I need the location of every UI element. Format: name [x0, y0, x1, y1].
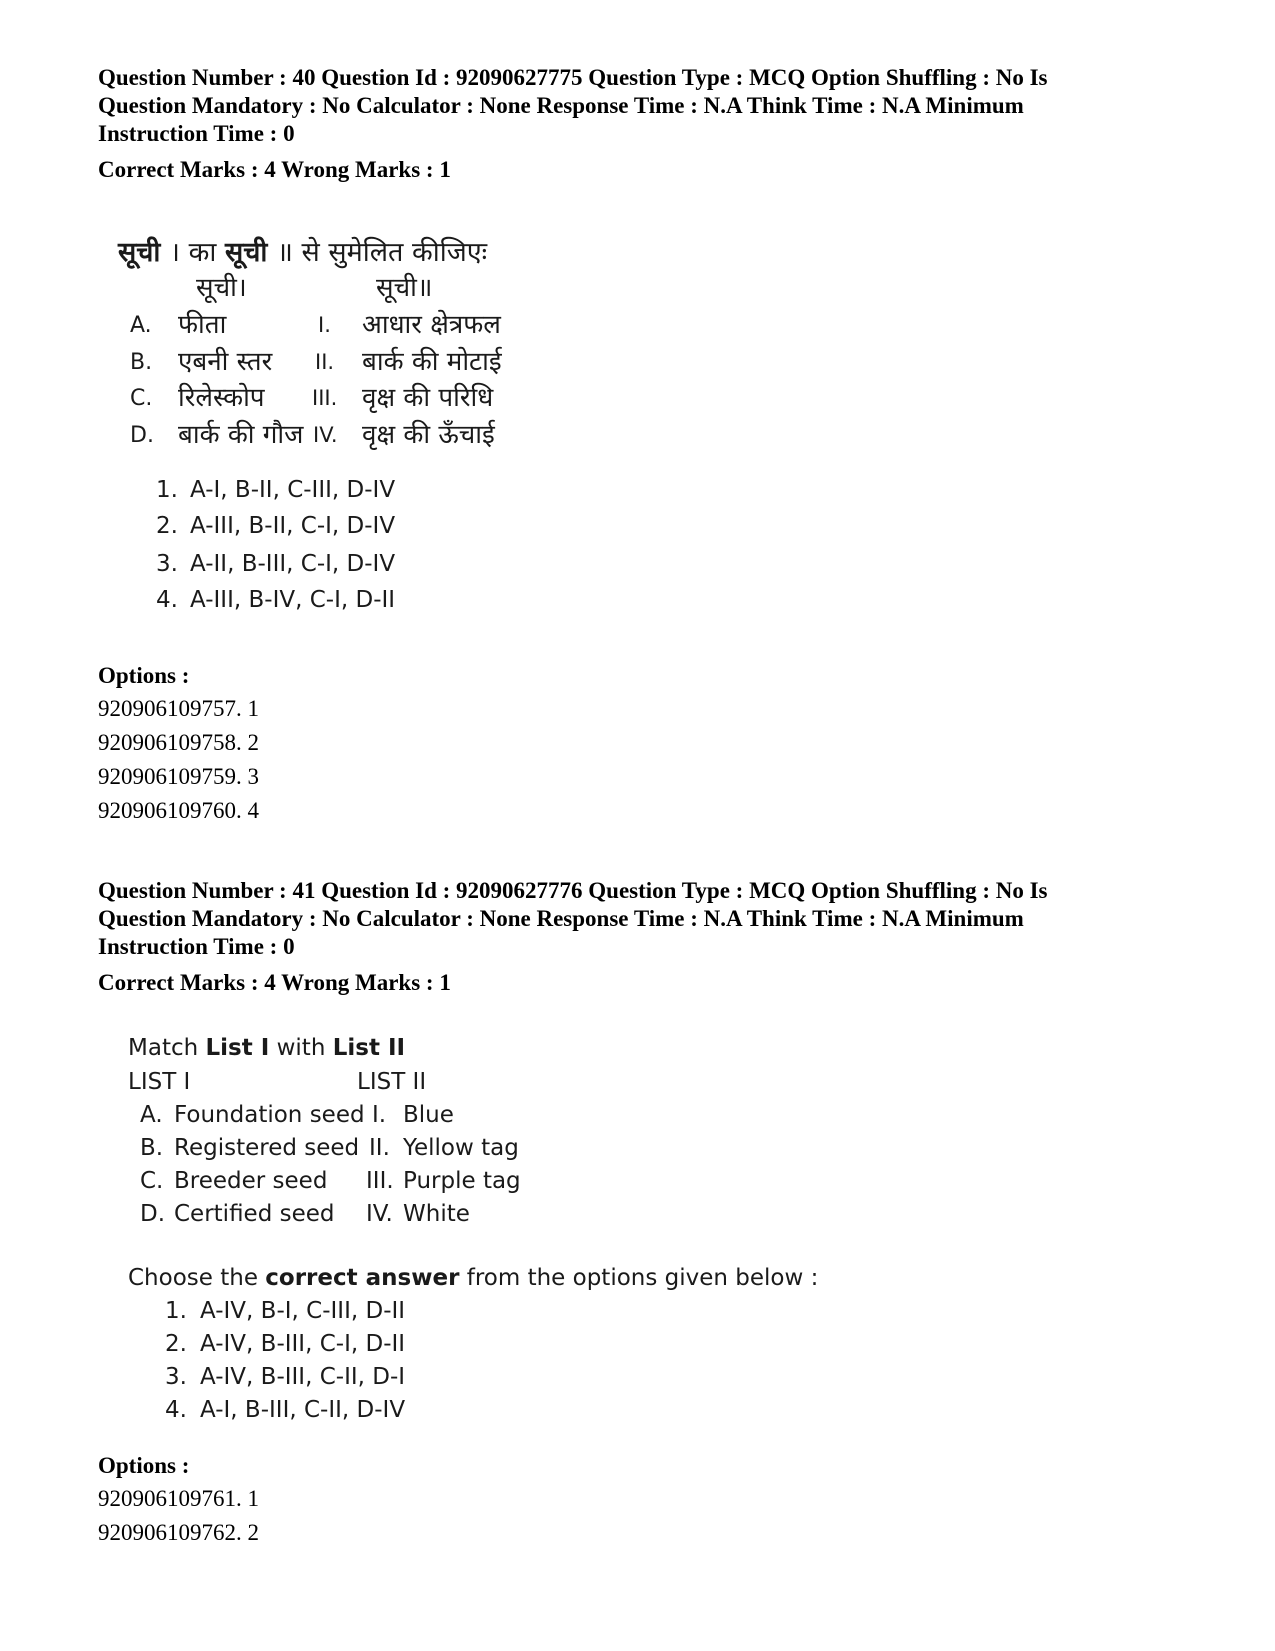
- row-letter: B.: [140, 1135, 164, 1161]
- option-item: 920906109759. 3: [98, 764, 259, 789]
- choice-text: A-III, B-IV, C-I, D-II: [190, 587, 396, 613]
- choice-text: A-IV, B-III, C-II, D-I: [200, 1364, 406, 1390]
- option-item: 920906109760. 4: [98, 798, 259, 823]
- row-letter: A.: [140, 1102, 163, 1128]
- list-2-item: Purple tag: [403, 1168, 521, 1194]
- list-2-header: LIST II: [357, 1069, 427, 1095]
- match-instruction: Match List I with List II: [128, 1035, 406, 1061]
- list-2-item: Blue: [403, 1102, 454, 1128]
- choice-number: 3.: [165, 1364, 187, 1390]
- choice-text: A-IV, B-I, C-III, D-II: [200, 1298, 406, 1324]
- question-meta-line: Question Number : 40 Question Id : 92090627775 Question Type : MCQ Option Shuffling : No Is: [98, 65, 1048, 90]
- row-letter: A.: [130, 313, 152, 338]
- choice-number: 1.: [156, 477, 178, 503]
- option-item: 920906109762. 2: [98, 1520, 259, 1545]
- row-roman: II.: [315, 350, 335, 374]
- row-roman: I.: [372, 1102, 387, 1128]
- list-2-header: सूची॥: [376, 273, 433, 303]
- list-1-header: LIST I: [128, 1069, 191, 1095]
- choice-number: 4.: [165, 1397, 187, 1423]
- list-1-item: बार्क की गौज: [178, 420, 304, 450]
- answer-instruction: Choose the correct answer from the options given below :: [128, 1265, 819, 1291]
- list-2-item: Yellow tag: [403, 1135, 519, 1161]
- list-2-item: वृक्ष की ऊँचाई: [362, 420, 495, 450]
- list-2-item: आधार क्षेत्रफल: [362, 310, 501, 340]
- list-1-header: सूची।: [196, 273, 247, 303]
- row-roman: IV.: [366, 1201, 393, 1227]
- choice-text: A-I, B-II, C-III, D-IV: [190, 477, 396, 503]
- row-letter: B.: [130, 350, 153, 375]
- choice-text: A-I, B-III, C-II, D-IV: [200, 1397, 406, 1423]
- choice-text: A-II, B-III, C-I, D-IV: [190, 551, 396, 577]
- choice-number: 1.: [165, 1298, 187, 1324]
- list-2-item: बार्क की मोटाई: [362, 347, 502, 377]
- question-marks: Correct Marks : 4 Wrong Marks : 1: [98, 970, 451, 995]
- row-letter: C.: [130, 386, 153, 411]
- question-meta-line: Question Mandatory : No Calculator : None Response Time : N.A Think Time : N.A Minimum: [98, 93, 1024, 118]
- choice-number: 2.: [156, 513, 178, 539]
- list-2-item: वृक्ष की परिधि: [362, 383, 494, 413]
- choice-text: A-IV, B-III, C-I, D-II: [200, 1331, 406, 1357]
- row-letter: C.: [140, 1168, 164, 1194]
- list-1-item: Registered seed: [174, 1135, 360, 1161]
- list-1-item: Breeder seed: [174, 1168, 328, 1194]
- row-letter: D.: [140, 1201, 166, 1227]
- row-roman: I.: [318, 313, 331, 337]
- list-1-item: Certified seed: [174, 1201, 335, 1227]
- row-roman: II.: [369, 1135, 390, 1161]
- question-marks: Correct Marks : 4 Wrong Marks : 1: [98, 157, 451, 182]
- option-item: 920906109757. 1: [98, 696, 259, 721]
- question-meta-line: Instruction Time : 0: [98, 934, 295, 959]
- choice-text: A-III, B-II, C-I, D-IV: [190, 513, 396, 539]
- option-item: 920906109758. 2: [98, 730, 259, 755]
- choice-number: 3.: [156, 551, 178, 577]
- question-meta-line: Instruction Time : 0: [98, 121, 295, 146]
- choice-number: 2.: [165, 1331, 187, 1357]
- list-2-item: White: [403, 1201, 470, 1227]
- hindi-match-instruction: सूची । का सूची ॥ से सुमेलित कीजिएः: [118, 237, 488, 268]
- row-letter: D.: [130, 423, 154, 448]
- row-roman: III.: [312, 386, 338, 410]
- choice-number: 4.: [156, 587, 178, 613]
- options-label: Options :: [98, 1453, 190, 1478]
- list-1-item: Foundation seed: [174, 1102, 365, 1128]
- question-40-header: [98, 64, 1178, 148]
- question-41-header: [98, 877, 1178, 961]
- options-label: Options :: [98, 663, 190, 688]
- question-meta-line: Question Mandatory : No Calculator : None Response Time : N.A Think Time : N.A Minimum: [98, 906, 1024, 931]
- option-item: 920906109761. 1: [98, 1486, 259, 1511]
- list-1-item: फीता: [178, 310, 227, 340]
- question-meta-line: Question Number : 41 Question Id : 92090627776 Question Type : MCQ Option Shuffling : No Is: [98, 878, 1048, 903]
- row-roman: III.: [366, 1168, 394, 1194]
- list-1-item: एबनी स्तर: [178, 347, 273, 377]
- list-1-item: रिलेस्कोप: [178, 383, 265, 413]
- row-roman: IV.: [313, 423, 338, 447]
